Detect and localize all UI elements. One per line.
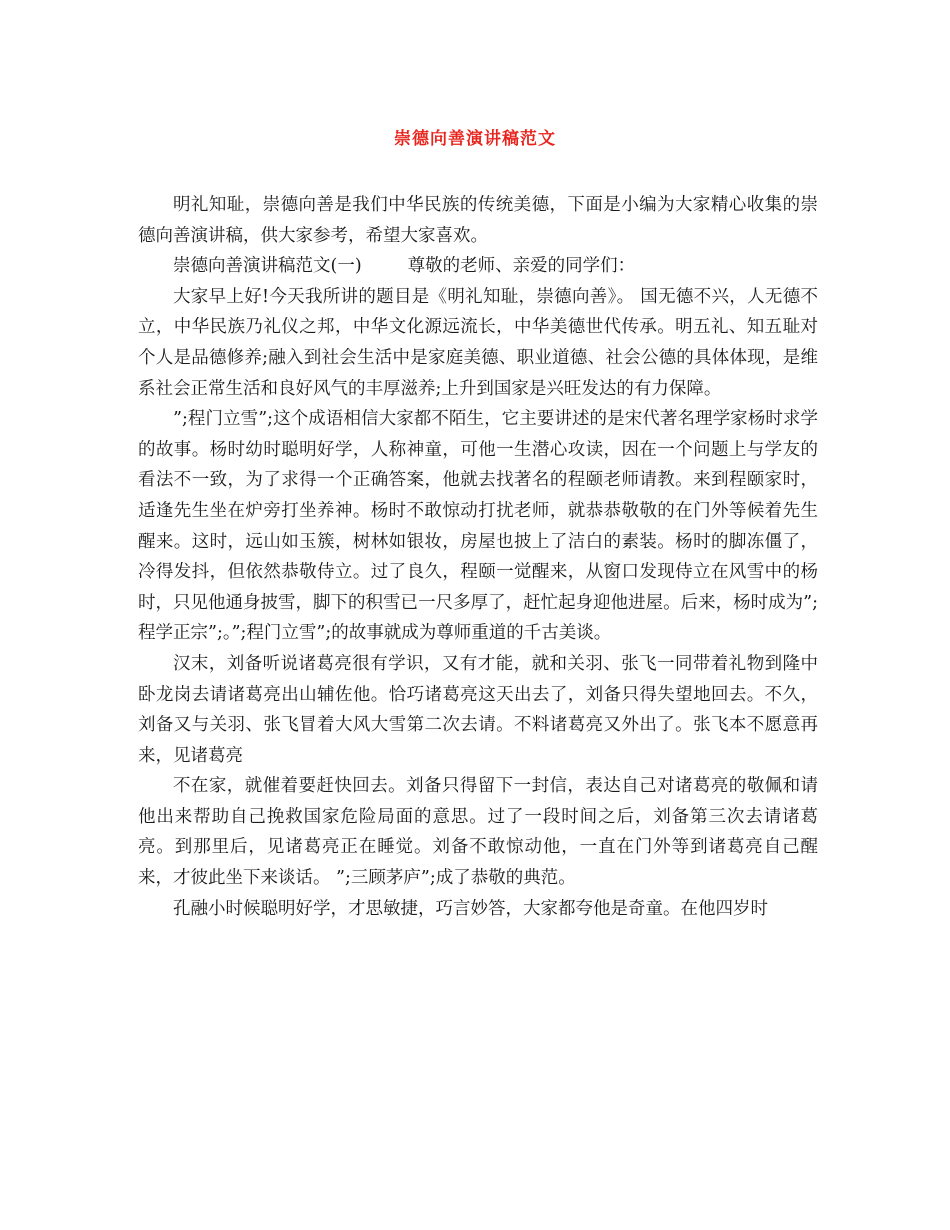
paragraph: 孔融小时候聪明好学，才思敏捷，巧言妙答，大家都夸他是奇童。在他四岁时 [173,898,768,919]
paragraph: 大家早上好!今天我所讲的题目是《明礼知耻，崇德向善》。 国无德不兴，人无德不立，中华民族乃礼仪之邦，中华文化源远流长，中华美德世代传承。明五礼、知五耻对个人是品德修养;融入到社会生活中是家庭美德、职业道德、社会公德的具体体现，是维系社会正常生活和良好风气的丰厚滋养;上升到国家是兴旺发达的有力保障。 [138,286,818,399]
greeting: 尊敬的老师、亲爱的同学们： [407,256,636,277]
document-title: 崇德向善演讲稿范文 [394,129,556,149]
intro-paragraph: 明礼知耻，崇德向善是我们中华民族的传统美德，下面是小编为大家精心收集的崇德向善演讲稿，供大家参考，希望大家喜欢。 [138,195,818,246]
section-heading: 崇德向善演讲稿范文(一) [173,256,362,277]
paragraph: 汉末，刘备听说诸葛亮很有学识，又有才能，就和关羽、张飞一同带着礼物到隆中卧龙岗去请诸葛亮出山辅佐他。恰巧诸葛亮这天出去了，刘备只得失望地回去。不久，刘备又与关羽、张飞冒着大风大雪第二次去请。不料诸葛亮又外出了。张飞本不愿意再来，见诸葛亮 [138,653,818,766]
paragraph: ”;程门立雪”;这个成语相信大家都不陌生，它主要讲述的是宋代著名理学家杨时求学的故事。杨时幼时聪明好学，人称神童，可他一生潜心攻读，因在一个问题上与学友的看法不一致，为了求得一个正确答案，他就去找著名的程颐老师请教。来到程颐家时，适逢先生坐在炉旁打坐养神。杨时不敢惊动打扰老师，就恭恭敬敬的在门外等候着先生醒来。这时，远山如玉簇，树林如银妆，房屋也披上了洁白的素装。杨时的脚冻僵了，冷得发抖，但依然恭敬侍立。过了良久，程颐一觉醒来，从窗口发现侍立在风雪中的杨时，只见他通身披雪，脚下的积雪已一尺多厚了，赶忙起身迎他进屋。后来，杨时成为”;程学正宗”;。”;程门立雪”;的故事就成为尊师重道的千古美谈。 [138,409,818,644]
document-body [138,190,818,924]
paragraph: 不在家，就催着要赶快回去。刘备只得留下一封信，表达自己对诸葛亮的敬佩和请他出来帮助自己挽救国家危险局面的意思。过了一段时间之后，刘备第三次去请诸葛亮。到那里后，见诸葛亮正在睡觉。刘备不敢惊动他，一直在门外等到诸葛亮自己醒来，才彼此坐下来谈话。 ”;三顾茅庐”;成了恭敬的典范。 [138,776,818,889]
section-heading-line [138,251,818,282]
